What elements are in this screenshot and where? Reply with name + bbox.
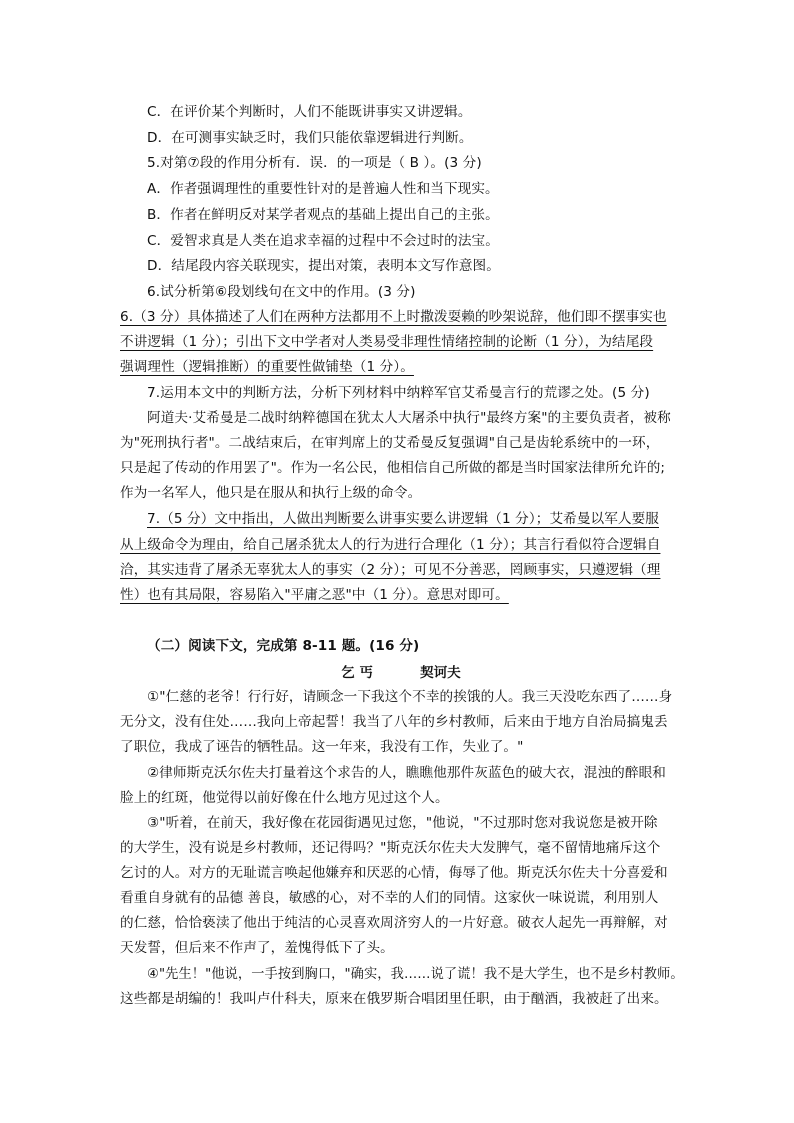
paragraph-line: ④"先生！"他说，一手按到胸口，"确实，我……说了谎！我不是大学生，也不是乡村教师。 (147, 966, 684, 982)
paragraph-line: 乞讨的人。对方的无耻谎言唤起他嫌弃和厌恶的心情，侮辱了他。斯克沃尔佐夫十分喜爱和 (120, 865, 668, 881)
paragraph-line: 脸上的红斑，他觉得以前好像在什么地方见过这个人。 (120, 790, 449, 806)
q7-answer-line: 从上级命令为理由，给自己屠杀犹太人的行为进行合理化（1 分）；其言行看似符合逻辑自 (120, 537, 661, 553)
q5-option-b: B．作者在鲜明反对某学者观点的基础上提出自己的主张。 (147, 207, 499, 223)
q7-material-line: 阿道夫·艾希曼是二战时纳粹德国在犹太人大屠杀中执行"最终方案"的主要负责者，被称 (147, 410, 671, 426)
q7-material-line: 为"死刑执行者"。二战结束后，在审判席上的艾希曼反复强调"自己是齿轮系统中的一环， (120, 435, 660, 451)
q5-option-c: C．爱智求真是人类在追求幸福的过程中不会过时的法宝。 (147, 233, 499, 249)
q6-answer-line: 强调理性（逻辑推断）的重要性做铺垫（1 分）。 (120, 359, 414, 375)
story-title: 乞 丐 (341, 665, 373, 681)
paragraph-line: 看重自身就有的品德 善良，敏感的心，对不幸的人们的同情。这家伙一味说谎，利用别人 (120, 890, 659, 906)
paragraph-line: 这些都是胡编的！我叫卢什科夫，原来在俄罗斯合唱团里任职，由于酗酒，我被赶了出来。 (120, 991, 668, 1007)
q7-stem: 7.运用本文中的判断方法，分析下列材料中纳粹军官艾希曼言行的荒谬之处。(5 分) (147, 385, 650, 401)
q5-option-d: D．结尾段内容关联现实，提出对策，表明本文写作意图。 (147, 258, 500, 274)
q7-answer-line: 性）也有其局限，容易陷入"平庸之恶"中（1 分）。意思对即可。 (120, 587, 509, 603)
q4-option-d: D．在可测事实缺乏时，我们只能依靠逻辑进行判断。 (147, 130, 473, 146)
story-author: 契诃夫 (420, 665, 461, 681)
paragraph-line: 的仁慈，恰恰亵渎了他出于纯洁的心灵喜欢周济穷人的一片好意。破衣人起先一再辩解，对 (120, 915, 668, 931)
paragraph-line: 天发誓，但后来不作声了，羞愧得低下了头。 (120, 940, 394, 956)
q5-option-a: A．作者强调理性的重要性针对的是普遍人性和当下现实。 (147, 181, 499, 197)
paragraph-line: ①"仁慈的老爷！行行好，请顾念一下我这个不幸的挨饿的人。我三天没吃东西了……身 (147, 689, 673, 705)
paragraph-line: 的大学生，没有说是乡村教师，还记得吗？"斯克沃尔佐夫大发脾气，毫不留情地痛斥这个 (120, 840, 661, 856)
q7-answer-line: 7.（5 分）文中指出，人做出判断要么讲事实要么讲逻辑（1 分）；艾希曼以军人要服 (147, 511, 659, 527)
q7-answer-line: 洽，其实违背了屠杀无辜犹太人的事实（2 分）；可见不分善恶，罔顾事实，只遵逻辑（理 (120, 562, 661, 578)
q6-answer-line: 不讲逻辑（1 分）；引出下文中学者对人类易受非理性情绪控制的论断（1 分），为结尾段 (120, 334, 654, 350)
q6-answer-line: 6.（3 分）具体描述了人们在两种方法都用不上时撒泼耍赖的吵架说辞，他们即不摆事实也 (120, 309, 667, 325)
section-heading: （二）阅读下文，完成第 8-11 题。(16 分) (147, 638, 420, 654)
q6-stem: 6.试分析第⑥段划线句在文中的作用。(3 分) (147, 284, 416, 300)
paragraph-line: 了职位，我成了诬告的牺牲品。这一年来，我没有工作，失业了。" (120, 739, 524, 755)
q5-stem: 5.对第⑦段的作用分析有．误．的一项是（ B ）。(3 分) (147, 155, 482, 171)
paragraph-line: ②律师斯克沃尔佐夫打量着这个求告的人，瞧瞧他那件灰蓝色的破大衣，混浊的醉眼和 (147, 765, 666, 781)
paragraph-line: ③"听着，在前天，我好像在花园街遇见过您，"他说，"不过那时您对我说您是被开除 (147, 815, 658, 831)
q4-option-c: C．在评价某个判断时，人们不能既讲事实又讲逻辑。 (147, 104, 472, 120)
q7-material-line: 作为一名军人，他只是在服从和执行上级的命令。 (120, 485, 422, 501)
paragraph-line: 无分文，没有住处……我向上帝起誓！我当了八年的乡村教师，后来由于地方自治局搞鬼丢 (120, 714, 668, 730)
q7-material-line: 只是起了传动的作用罢了"。作为一名公民，他相信自己所做的都是当时国家法律所允许的; (120, 460, 666, 476)
